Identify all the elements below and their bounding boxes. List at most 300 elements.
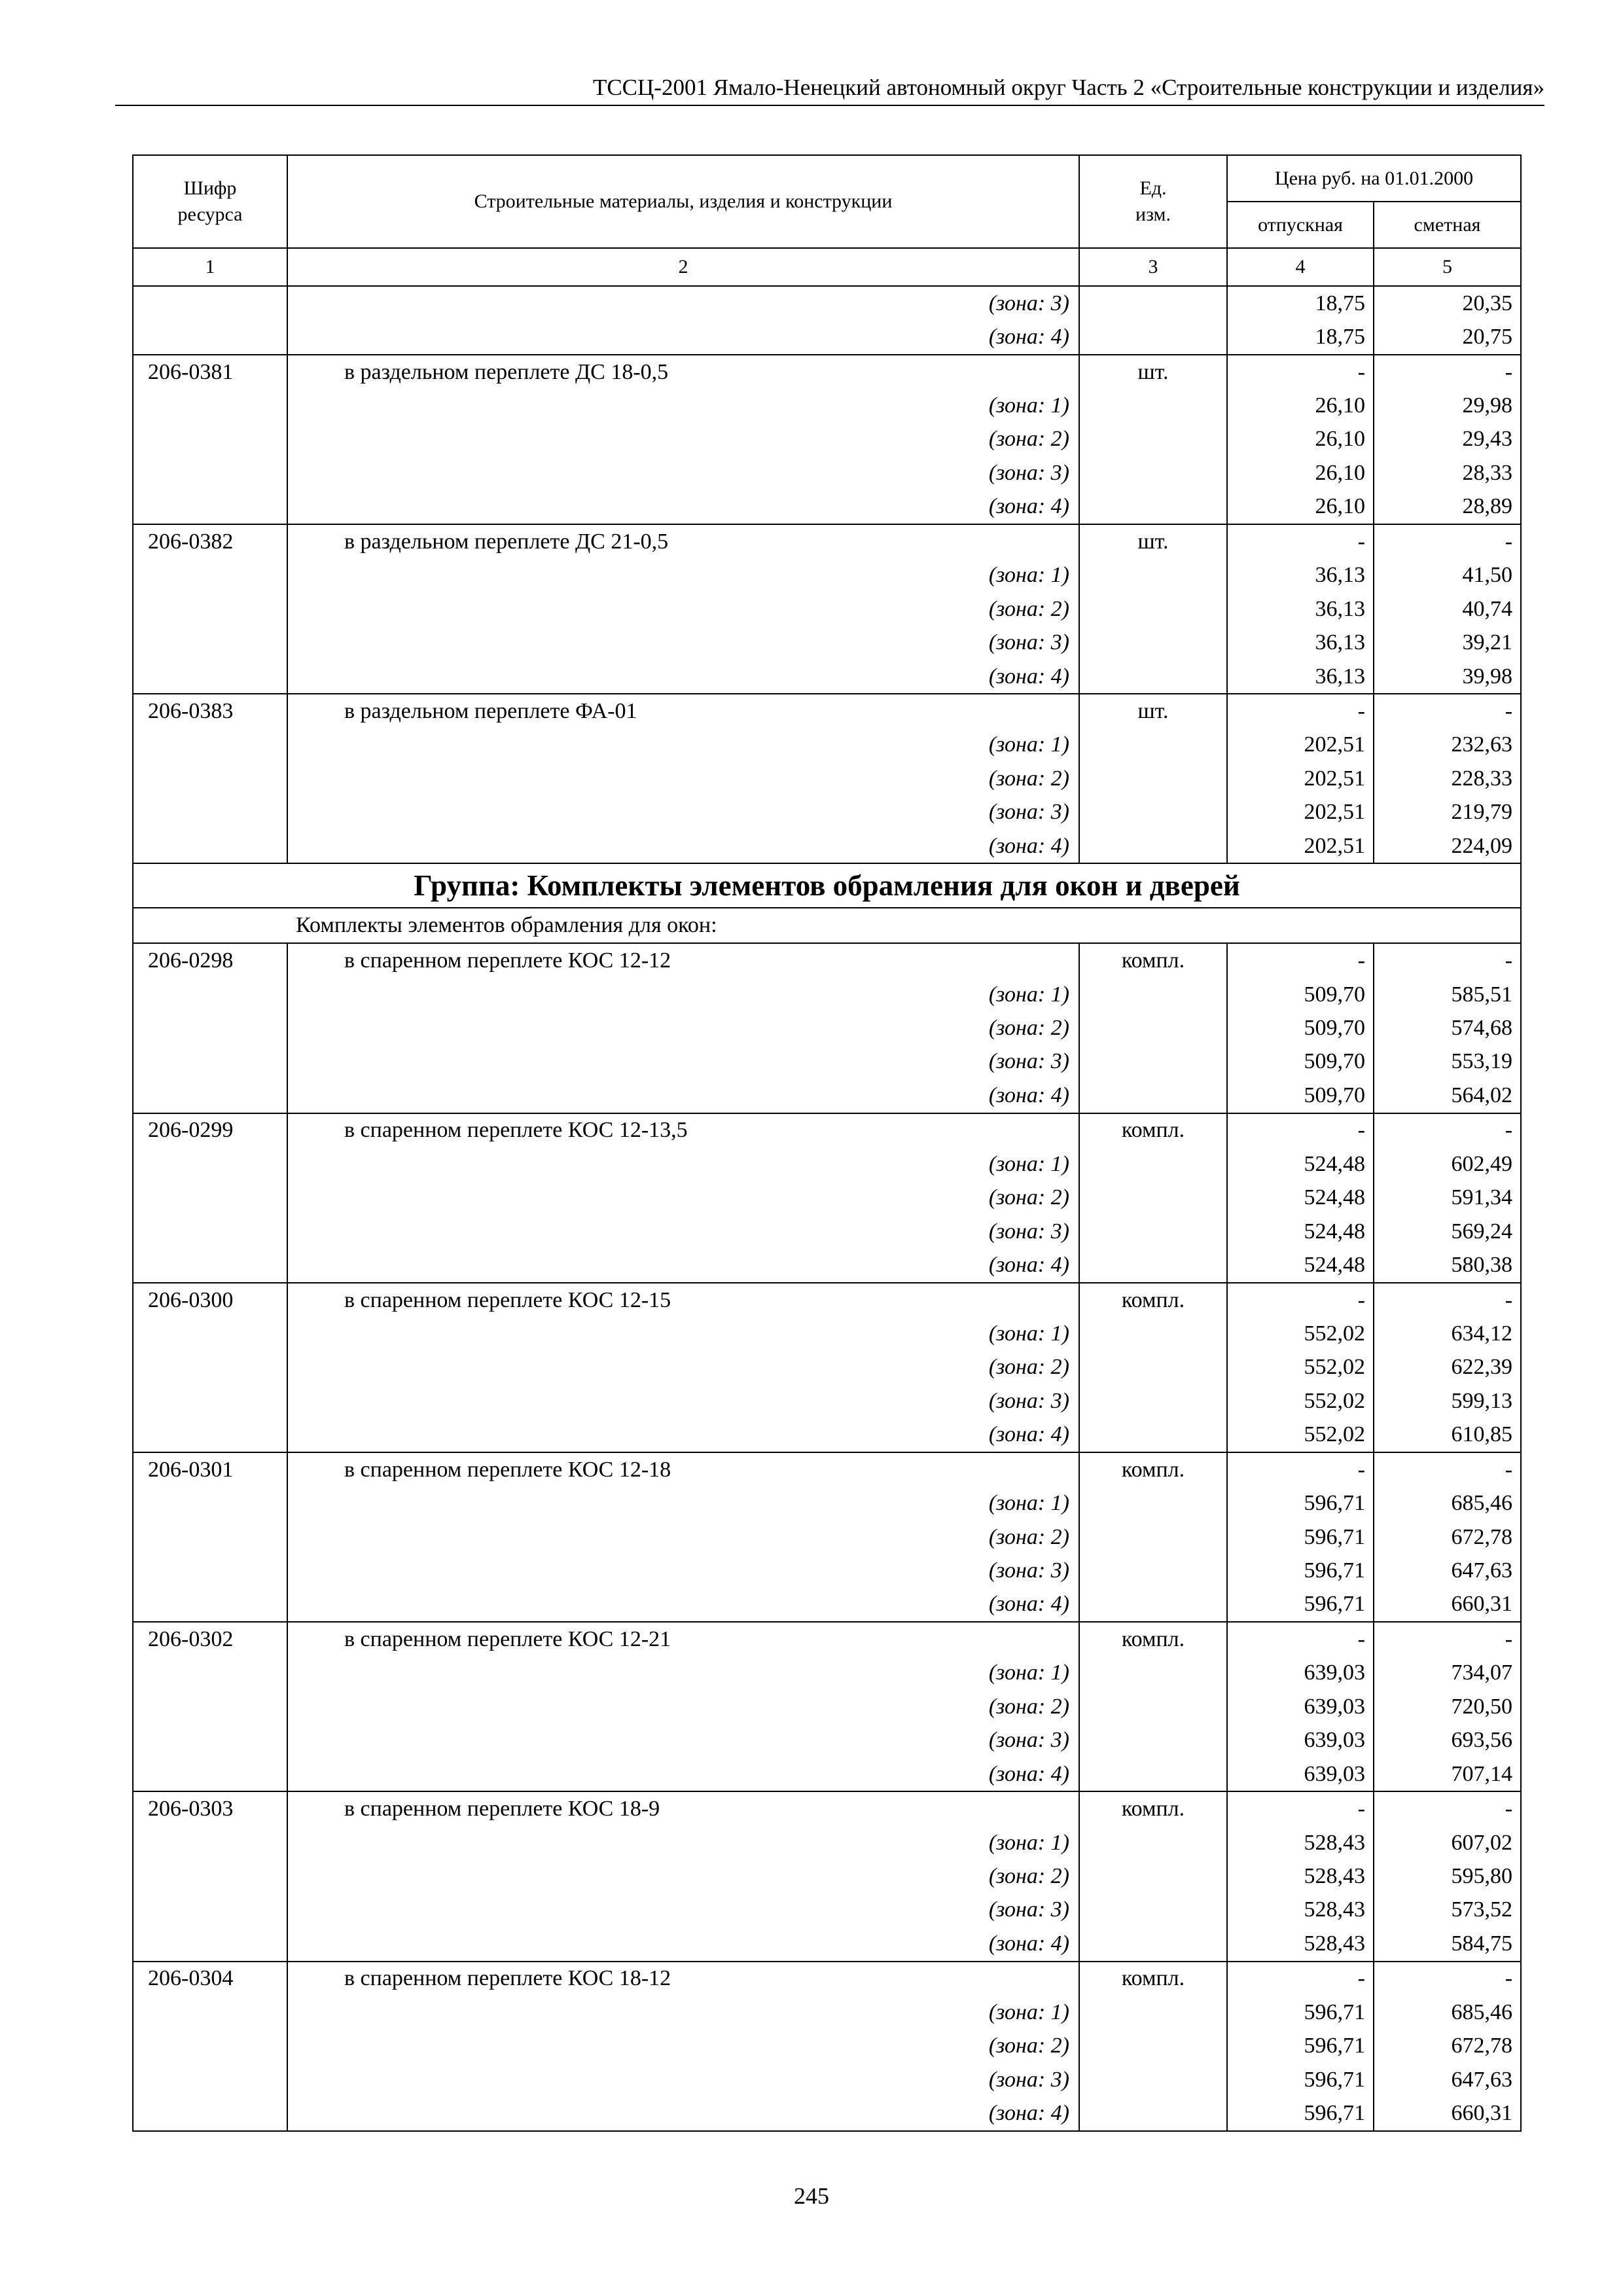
resource-code: 206-0302 xyxy=(133,1622,287,1656)
unit-cell xyxy=(1079,1011,1227,1045)
estimate-price: 647,63 xyxy=(1374,2063,1521,2096)
unit-cell xyxy=(1079,1657,1227,1690)
zone-row xyxy=(133,1248,1521,1282)
column-number: 2 xyxy=(287,248,1079,286)
zone-label: (зона: 3) xyxy=(287,626,1079,659)
item-name: в раздельном переплете ДС 21-0,5 xyxy=(287,524,1079,558)
zone-label: (зона: 4) xyxy=(287,490,1079,524)
unit-cell xyxy=(1079,1079,1227,1113)
estimate-price: 232,63 xyxy=(1374,728,1521,762)
table-row xyxy=(133,1791,1521,1825)
resource-code-cell xyxy=(133,1351,287,1384)
estimate-price: 553,19 xyxy=(1374,1045,1521,1079)
estimate-price: 720,50 xyxy=(1374,1690,1521,1723)
unit-cell xyxy=(1079,1757,1227,1791)
estimate-price: 41,50 xyxy=(1374,559,1521,592)
unit-of-measure: шт. xyxy=(1079,524,1227,558)
resource-code-cell xyxy=(133,1657,287,1690)
estimate-price: 585,51 xyxy=(1374,978,1521,1011)
item-name: в раздельном переплете ФА-01 xyxy=(287,694,1079,728)
release-price: - xyxy=(1227,1622,1374,1656)
estimate-price: - xyxy=(1374,1452,1521,1486)
estimate-price: 40,74 xyxy=(1374,592,1521,626)
release-price: 596,71 xyxy=(1227,2096,1374,2130)
item-name: в спаренном переплете КОС 12-15 xyxy=(287,1283,1079,1317)
release-price: 26,10 xyxy=(1227,423,1374,456)
column-number: 4 xyxy=(1227,248,1374,286)
zone-row xyxy=(133,1384,1521,1418)
resource-code-cell xyxy=(133,1893,287,1927)
release-price: 524,48 xyxy=(1227,1181,1374,1215)
zone-row xyxy=(133,1147,1521,1181)
estimate-price: - xyxy=(1374,943,1521,977)
estimate-price: 573,52 xyxy=(1374,1893,1521,1927)
unit-cell xyxy=(1079,1859,1227,1893)
estimate-price: 610,85 xyxy=(1374,1418,1521,1452)
zone-row xyxy=(133,1657,1521,1690)
zone-row xyxy=(133,728,1521,762)
zone-row xyxy=(133,978,1521,1011)
unit-cell xyxy=(1079,728,1227,762)
zone-label: (зона: 4) xyxy=(287,829,1079,863)
group-title-row xyxy=(133,863,1521,908)
unit-cell xyxy=(1079,1893,1227,1927)
column-number: 1 xyxy=(133,248,287,286)
zone-row xyxy=(133,762,1521,795)
zone-row xyxy=(133,1215,1521,1248)
item-name: в спаренном переплете КОС 12-21 xyxy=(287,1622,1079,1656)
estimate-price: 672,78 xyxy=(1374,2029,1521,2062)
page-header-title: ТССЦ-2001 Ямало-Ненецкий автономный округ Часть 2 «Строительные конструкции и изделия» xyxy=(592,75,1544,100)
unit-of-measure: компл. xyxy=(1079,1791,1227,1825)
resource-code-cell xyxy=(133,1147,287,1181)
resource-code-cell xyxy=(133,978,287,1011)
zone-label: (зона: 1) xyxy=(287,559,1079,592)
estimate-price: - xyxy=(1374,694,1521,728)
resource-code-cell xyxy=(133,1215,287,1248)
release-price: 528,43 xyxy=(1227,1893,1374,1927)
zone-row xyxy=(133,1045,1521,1079)
estimate-price: 20,75 xyxy=(1374,320,1521,354)
zone-row xyxy=(133,829,1521,863)
zone-label: (зона: 4) xyxy=(287,1418,1079,1452)
table-row xyxy=(133,1113,1521,1147)
resource-code-cell xyxy=(133,1927,287,1961)
resource-code-cell xyxy=(133,1554,287,1587)
resource-code-cell xyxy=(133,559,287,592)
unit-cell xyxy=(1079,423,1227,456)
zone-row xyxy=(133,2029,1521,2062)
zone-label: (зона: 1) xyxy=(287,978,1079,1011)
release-price: 596,71 xyxy=(1227,2029,1374,2062)
release-price: 596,71 xyxy=(1227,1996,1374,2029)
estimate-price: 685,46 xyxy=(1374,1486,1521,1520)
resource-code-cell xyxy=(133,1520,287,1554)
resource-code-cell xyxy=(133,1317,287,1350)
release-price: 596,71 xyxy=(1227,2063,1374,2096)
header-estimate-price: сметная xyxy=(1374,202,1521,248)
table-row xyxy=(133,1283,1521,1317)
resource-code-cell xyxy=(133,389,287,422)
subgroup-title-cell xyxy=(133,908,1521,943)
unit-cell xyxy=(1079,1690,1227,1723)
resource-code-cell xyxy=(133,1384,287,1418)
release-price: 26,10 xyxy=(1227,490,1374,524)
resource-code-cell xyxy=(133,626,287,659)
estimate-price: - xyxy=(1374,355,1521,389)
resource-code-cell xyxy=(133,1724,287,1757)
release-price: 528,43 xyxy=(1227,1927,1374,1961)
zone-label: (зона: 2) xyxy=(287,423,1079,456)
zone-label: (зона: 1) xyxy=(287,1317,1079,1350)
estimate-price: 29,43 xyxy=(1374,423,1521,456)
zone-row xyxy=(133,796,1521,829)
zone-label: (зона: 3) xyxy=(287,1215,1079,1248)
resource-code-cell xyxy=(133,1079,287,1113)
resource-code-cell xyxy=(133,1418,287,1452)
column-number-row xyxy=(133,248,1521,286)
table-row xyxy=(133,1962,1521,1996)
unit-of-measure: шт. xyxy=(1079,355,1227,389)
release-price: 36,13 xyxy=(1227,559,1374,592)
resource-code-cell xyxy=(133,1996,287,2029)
zone-label: (зона: 2) xyxy=(287,592,1079,626)
release-price: 509,70 xyxy=(1227,1079,1374,1113)
estimate-price: 599,13 xyxy=(1374,1384,1521,1418)
zone-row xyxy=(133,1554,1521,1587)
unit-cell xyxy=(1079,456,1227,490)
item-name: в раздельном переплете ДС 18-0,5 xyxy=(287,355,1079,389)
zone-row xyxy=(133,490,1521,524)
zone-row xyxy=(133,559,1521,592)
release-price: 528,43 xyxy=(1227,1826,1374,1859)
release-price: 524,48 xyxy=(1227,1147,1374,1181)
header-rule xyxy=(115,105,1544,106)
zone-row xyxy=(133,389,1521,422)
zone-label: (зона: 1) xyxy=(287,1147,1079,1181)
unit-cell xyxy=(1079,1927,1227,1961)
resource-code-cell xyxy=(133,456,287,490)
zone-label: (зона: 2) xyxy=(287,1520,1079,1554)
estimate-price: 224,09 xyxy=(1374,829,1521,863)
zone-row xyxy=(133,456,1521,490)
unit-cell xyxy=(1079,1554,1227,1587)
resource-code-cell xyxy=(133,1045,287,1079)
unit-cell xyxy=(1079,1384,1227,1418)
release-price: 18,75 xyxy=(1227,320,1374,354)
resource-code: 206-0301 xyxy=(133,1452,287,1486)
unit-cell xyxy=(1079,1181,1227,1215)
zone-row xyxy=(133,286,1521,320)
zone-label: (зона: 3) xyxy=(287,1724,1079,1757)
zone-label: (зона: 3) xyxy=(287,1384,1079,1418)
estimate-price: 647,63 xyxy=(1374,1554,1521,1587)
release-price: - xyxy=(1227,524,1374,558)
release-price: 26,10 xyxy=(1227,456,1374,490)
release-price: 596,71 xyxy=(1227,1520,1374,1554)
resource-code-cell xyxy=(133,1757,287,1791)
table-row xyxy=(133,694,1521,728)
estimate-price: 622,39 xyxy=(1374,1351,1521,1384)
resource-code-cell xyxy=(133,592,287,626)
release-price: - xyxy=(1227,694,1374,728)
unit-of-measure: компл. xyxy=(1079,1452,1227,1486)
header-name: Строительные материалы, изделия и конструкции xyxy=(287,155,1079,248)
resource-code-cell xyxy=(133,728,287,762)
release-price: 596,71 xyxy=(1227,1588,1374,1622)
resource-code-cell xyxy=(133,762,287,795)
zone-label: (зона: 1) xyxy=(287,1826,1079,1859)
release-price: 552,02 xyxy=(1227,1418,1374,1452)
release-price: 509,70 xyxy=(1227,1011,1374,1045)
release-price: 509,70 xyxy=(1227,978,1374,1011)
resource-code-cell xyxy=(133,1690,287,1723)
header-unit: Ед. изм. xyxy=(1079,155,1227,248)
resource-code-cell xyxy=(133,1248,287,1282)
zone-label: (зона: 4) xyxy=(287,1248,1079,1282)
header-release-price: отпускная xyxy=(1227,202,1374,248)
estimate-price: 584,75 xyxy=(1374,1927,1521,1961)
release-price: 552,02 xyxy=(1227,1384,1374,1418)
zone-row xyxy=(133,1826,1521,1859)
unit-cell xyxy=(1079,1520,1227,1554)
estimate-price: - xyxy=(1374,524,1521,558)
unit-cell xyxy=(1079,660,1227,694)
zone-label: (зона: 4) xyxy=(287,2096,1079,2130)
estimate-price: 595,80 xyxy=(1374,1859,1521,1893)
table-row xyxy=(133,943,1521,977)
zone-label: (зона: 4) xyxy=(287,1079,1079,1113)
release-price: - xyxy=(1227,355,1374,389)
release-price: 524,48 xyxy=(1227,1215,1374,1248)
unit-of-measure: компл. xyxy=(1079,943,1227,977)
subgroup-title: Комплекты элементов обрамления для окон: xyxy=(296,913,717,938)
resource-code: 206-0300 xyxy=(133,1283,287,1317)
resource-code-cell xyxy=(133,1181,287,1215)
table-row xyxy=(133,1452,1521,1486)
unit-cell xyxy=(1079,1147,1227,1181)
resource-code-cell xyxy=(133,660,287,694)
resource-code-cell xyxy=(133,1011,287,1045)
zone-row xyxy=(133,1486,1521,1520)
estimate-price: 602,49 xyxy=(1374,1147,1521,1181)
unit-cell xyxy=(1079,1215,1227,1248)
estimate-price: - xyxy=(1374,1283,1521,1317)
unit-cell xyxy=(1079,1418,1227,1452)
unit-cell xyxy=(1079,1248,1227,1282)
estimate-price: 564,02 xyxy=(1374,1079,1521,1113)
estimate-price: 28,33 xyxy=(1374,456,1521,490)
release-price: 26,10 xyxy=(1227,389,1374,422)
estimate-price: 39,98 xyxy=(1374,660,1521,694)
resource-code: 206-0382 xyxy=(133,524,287,558)
zone-label: (зона: 2) xyxy=(287,762,1079,795)
resource-code-cell xyxy=(133,490,287,524)
resource-code-cell xyxy=(133,2063,287,2096)
zone-label: (зона: 1) xyxy=(287,389,1079,422)
release-price: 18,75 xyxy=(1227,286,1374,320)
zone-row xyxy=(133,592,1521,626)
zone-row xyxy=(133,1927,1521,1961)
zone-label: (зона: 3) xyxy=(287,1893,1079,1927)
zone-label: (зона: 4) xyxy=(287,660,1079,694)
release-price: - xyxy=(1227,943,1374,977)
estimate-price: 29,98 xyxy=(1374,389,1521,422)
zone-row xyxy=(133,1893,1521,1927)
unit-cell xyxy=(1079,1486,1227,1520)
estimate-price: 634,12 xyxy=(1374,1317,1521,1350)
release-price: - xyxy=(1227,1962,1374,1996)
zone-label: (зона: 3) xyxy=(287,286,1079,320)
estimate-price: - xyxy=(1374,1791,1521,1825)
zone-label: (зона: 1) xyxy=(287,1996,1079,2029)
column-number: 5 xyxy=(1374,248,1521,286)
unit-of-measure: шт. xyxy=(1079,694,1227,728)
unit-of-measure: компл. xyxy=(1079,1283,1227,1317)
group-title: Группа: Комплекты элементов обрамления для окон и дверей xyxy=(133,863,1521,908)
zone-row xyxy=(133,1996,1521,2029)
zone-row xyxy=(133,320,1521,354)
item-name: в спаренном переплете КОС 12-12 xyxy=(287,943,1079,977)
zone-row xyxy=(133,626,1521,659)
unit-cell xyxy=(1079,1045,1227,1079)
estimate-price: 672,78 xyxy=(1374,1520,1521,1554)
zone-label: (зона: 2) xyxy=(287,1690,1079,1723)
unit-cell xyxy=(1079,559,1227,592)
release-price: 36,13 xyxy=(1227,626,1374,659)
release-price: 528,43 xyxy=(1227,1859,1374,1893)
estimate-price: - xyxy=(1374,1113,1521,1147)
zone-label: (зона: 3) xyxy=(287,1554,1079,1587)
estimate-price: 574,68 xyxy=(1374,1011,1521,1045)
table-row xyxy=(133,355,1521,389)
header-price: Цена руб. на 01.01.2000 xyxy=(1227,155,1521,202)
zone-label: (зона: 3) xyxy=(287,796,1079,829)
resource-code-cell xyxy=(133,1486,287,1520)
resource-code-cell xyxy=(133,1826,287,1859)
resource-code: 206-0304 xyxy=(133,1962,287,1996)
estimate-price: 707,14 xyxy=(1374,1757,1521,1791)
unit-cell xyxy=(1079,320,1227,354)
estimate-price: - xyxy=(1374,1622,1521,1656)
zone-row xyxy=(133,1859,1521,1893)
zone-label: (зона: 2) xyxy=(287,1011,1079,1045)
release-price: 639,03 xyxy=(1227,1724,1374,1757)
resource-code-cell xyxy=(133,423,287,456)
estimate-price: 607,02 xyxy=(1374,1826,1521,1859)
zone-row xyxy=(133,1181,1521,1215)
item-name: в спаренном переплете КОС 12-13,5 xyxy=(287,1113,1079,1147)
release-price: 596,71 xyxy=(1227,1554,1374,1587)
unit-cell xyxy=(1079,796,1227,829)
header-code: Шифр ресурса xyxy=(133,155,287,248)
zone-label: (зона: 3) xyxy=(287,1045,1079,1079)
release-price: 639,03 xyxy=(1227,1657,1374,1690)
table-row xyxy=(133,524,1521,558)
resource-code-cell xyxy=(133,1859,287,1893)
resource-code-cell xyxy=(133,2029,287,2062)
zone-label: (зона: 1) xyxy=(287,1486,1079,1520)
unit-cell xyxy=(1079,389,1227,422)
estimate-price: 580,38 xyxy=(1374,1248,1521,1282)
item-name: в спаренном переплете КОС 18-12 xyxy=(287,1962,1079,1996)
release-price: 36,13 xyxy=(1227,660,1374,694)
estimate-price: 219,79 xyxy=(1374,796,1521,829)
resource-code-cell xyxy=(133,796,287,829)
estimate-price: 734,07 xyxy=(1374,1657,1521,1690)
release-price: 509,70 xyxy=(1227,1045,1374,1079)
zone-label: (зона: 1) xyxy=(287,728,1079,762)
zone-row xyxy=(133,1757,1521,1791)
release-price: 202,51 xyxy=(1227,762,1374,795)
estimate-price: 228,33 xyxy=(1374,762,1521,795)
estimate-price: 569,24 xyxy=(1374,1215,1521,1248)
resource-code-cell xyxy=(133,2096,287,2130)
estimate-price: 660,31 xyxy=(1374,2096,1521,2130)
release-price: 202,51 xyxy=(1227,829,1374,863)
release-price: 596,71 xyxy=(1227,1486,1374,1520)
resource-code: 206-0381 xyxy=(133,355,287,389)
release-price: 639,03 xyxy=(1227,1757,1374,1791)
zone-row xyxy=(133,1520,1521,1554)
zone-row xyxy=(133,1079,1521,1113)
zone-label: (зона: 3) xyxy=(287,2063,1079,2096)
resource-code: 206-0303 xyxy=(133,1791,287,1825)
resource-code-cell xyxy=(133,829,287,863)
table-row xyxy=(133,1622,1521,1656)
unit-cell xyxy=(1079,592,1227,626)
release-price: 639,03 xyxy=(1227,1690,1374,1723)
subgroup-title-row xyxy=(133,908,1521,943)
unit-cell xyxy=(1079,286,1227,320)
zone-label: (зона: 2) xyxy=(287,1351,1079,1384)
zone-label: (зона: 2) xyxy=(287,1181,1079,1215)
zone-label: (зона: 4) xyxy=(287,1927,1079,1961)
zone-row xyxy=(133,423,1521,456)
zone-label: (зона: 2) xyxy=(287,1859,1079,1893)
unit-of-measure: компл. xyxy=(1079,1113,1227,1147)
unit-cell xyxy=(1079,978,1227,1011)
unit-cell xyxy=(1079,1724,1227,1757)
release-price: - xyxy=(1227,1283,1374,1317)
estimate-price: - xyxy=(1374,1962,1521,1996)
zone-label: (зона: 4) xyxy=(287,320,1079,354)
unit-cell xyxy=(1079,762,1227,795)
release-price: - xyxy=(1227,1791,1374,1825)
zone-label: (зона: 1) xyxy=(287,1657,1079,1690)
estimate-price: 685,46 xyxy=(1374,1996,1521,2029)
release-price: 202,51 xyxy=(1227,796,1374,829)
estimate-price: 39,21 xyxy=(1374,626,1521,659)
release-price: - xyxy=(1227,1452,1374,1486)
zone-row xyxy=(133,1418,1521,1452)
resource-code: 206-0299 xyxy=(133,1113,287,1147)
release-price: 524,48 xyxy=(1227,1248,1374,1282)
unit-cell xyxy=(1079,1826,1227,1859)
column-number: 3 xyxy=(1079,248,1227,286)
zone-row xyxy=(133,1690,1521,1723)
resource-code: 206-0383 xyxy=(133,694,287,728)
zone-row xyxy=(133,2096,1521,2130)
release-price: 552,02 xyxy=(1227,1351,1374,1384)
zone-row xyxy=(133,1011,1521,1045)
unit-cell xyxy=(1079,1996,1227,2029)
resource-code: 206-0298 xyxy=(133,943,287,977)
release-price: 202,51 xyxy=(1227,728,1374,762)
zone-label: (зона: 2) xyxy=(287,2029,1079,2062)
unit-of-measure: компл. xyxy=(1079,1622,1227,1656)
unit-cell xyxy=(1079,2029,1227,2062)
